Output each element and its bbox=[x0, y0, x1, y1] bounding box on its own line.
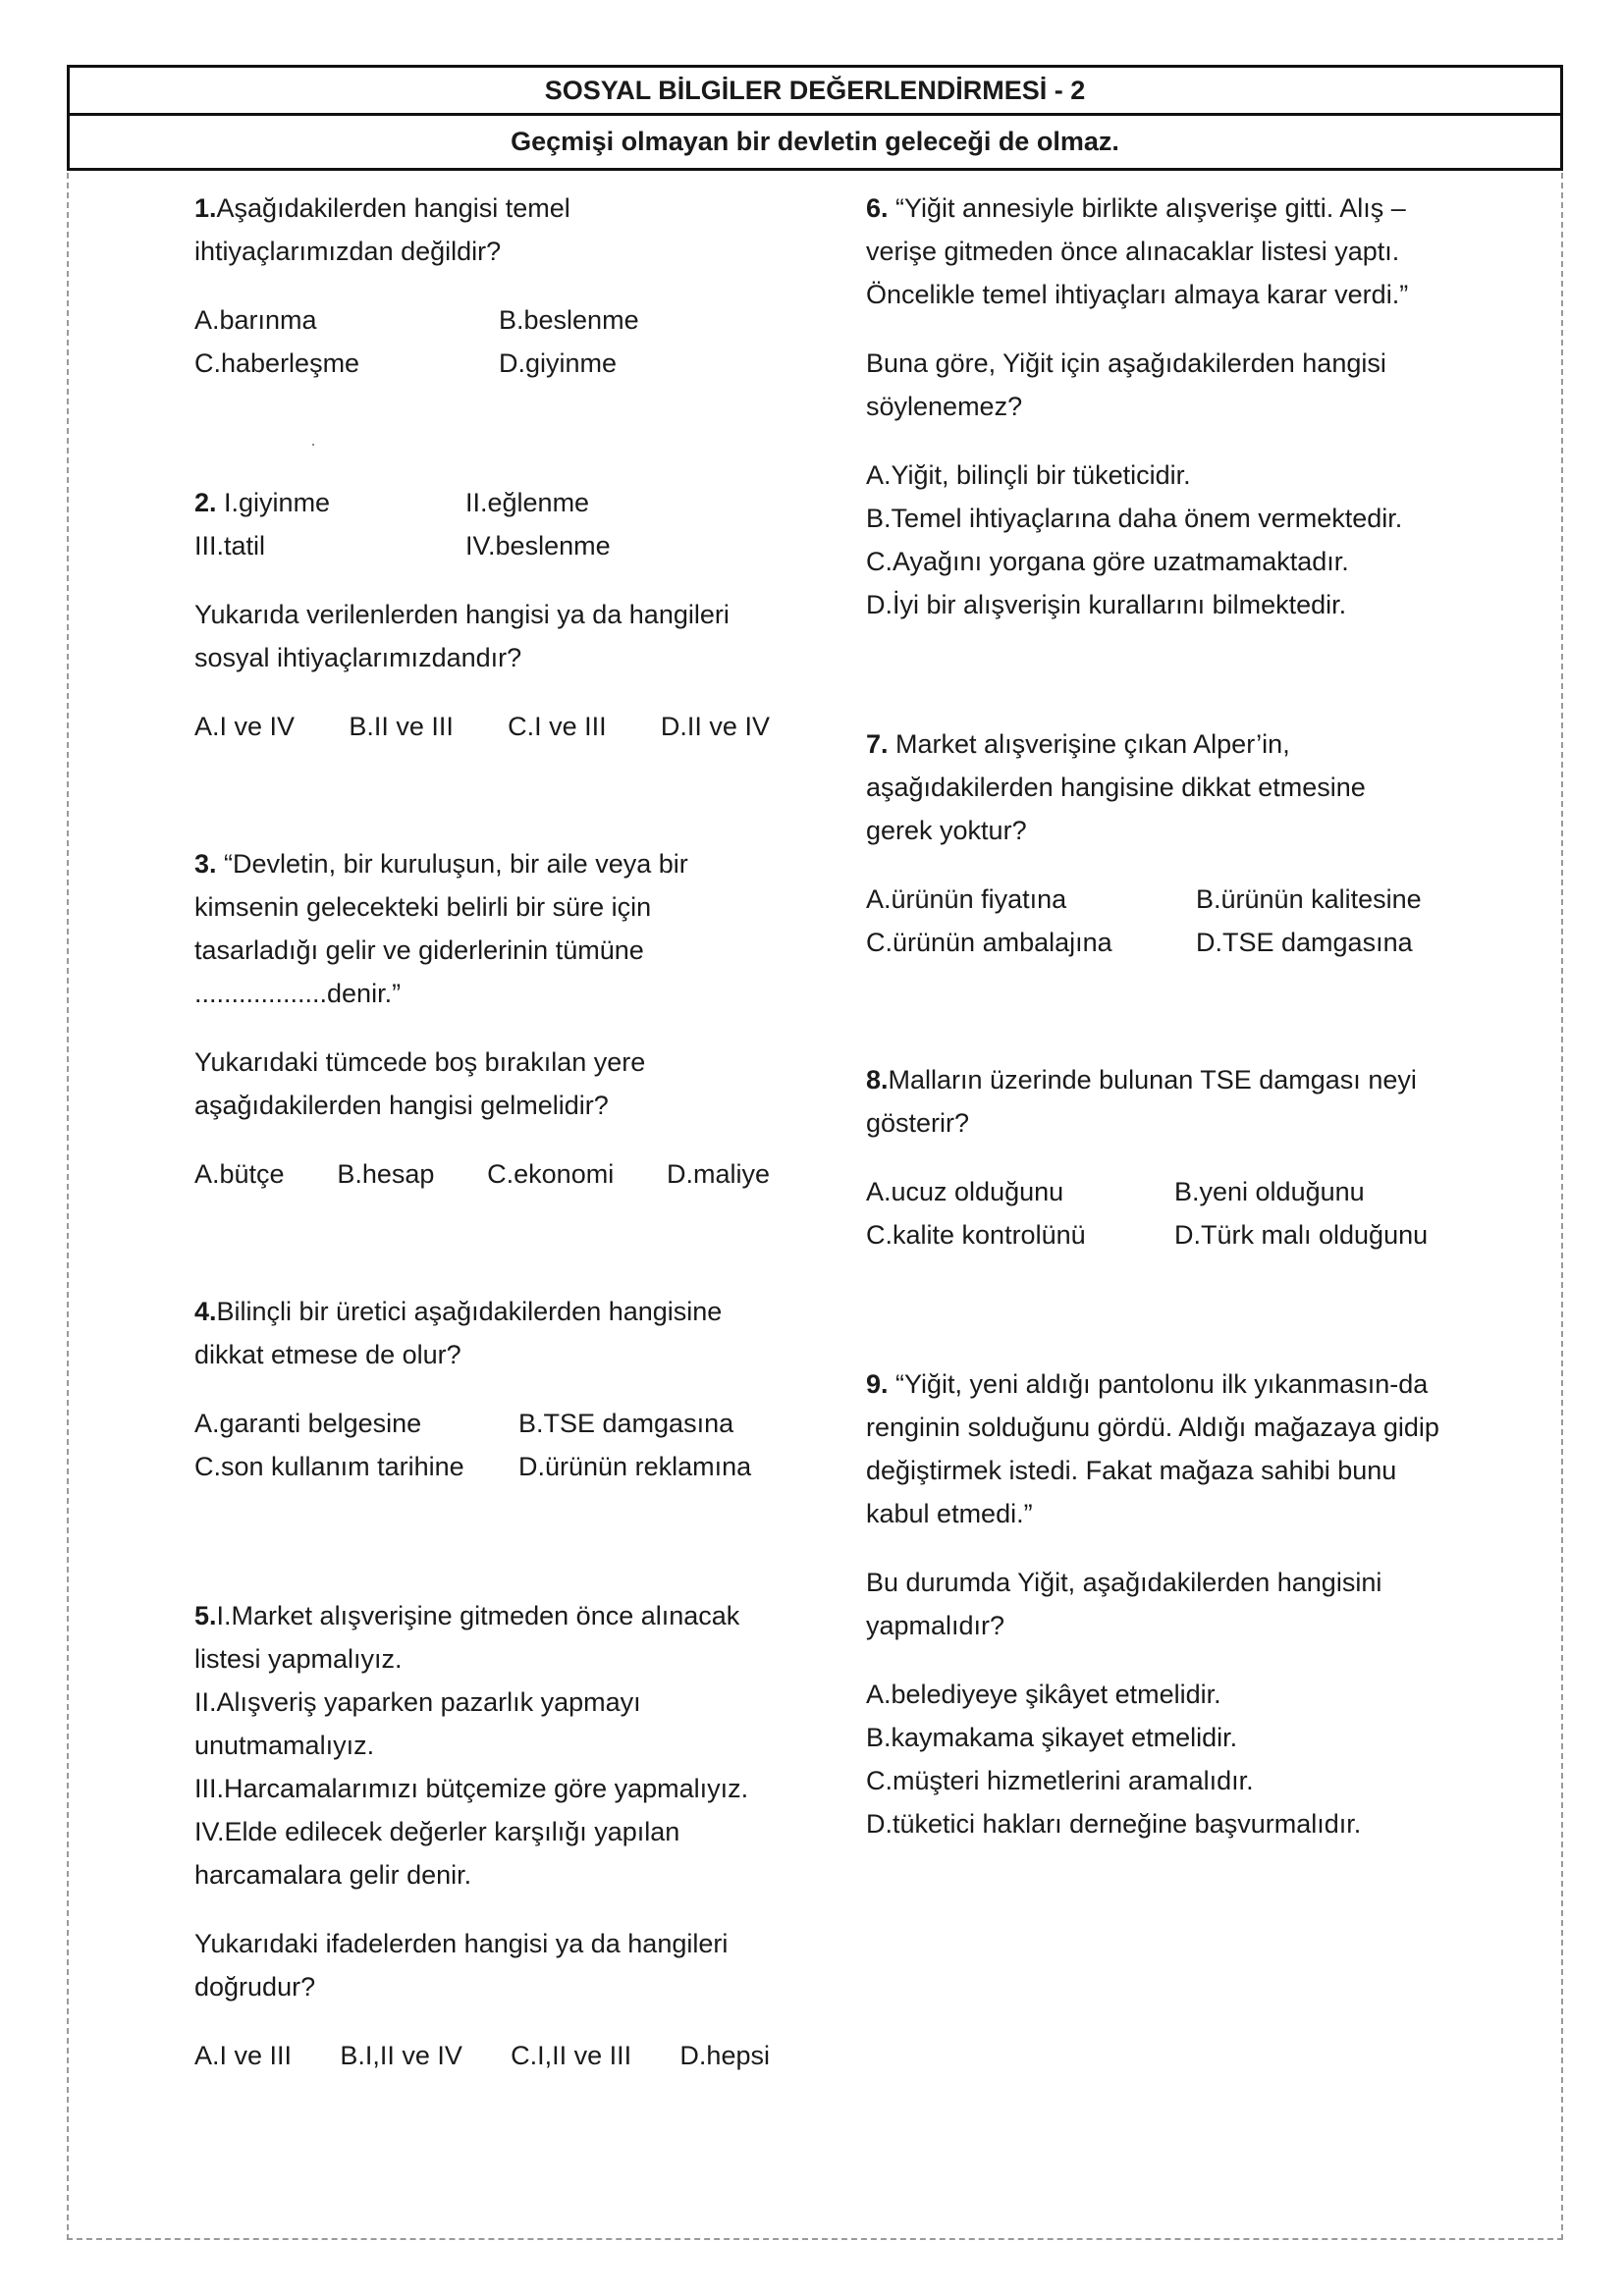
worksheet-motto: Geçmişi olmayan bir devletin geleceği de olmaz. bbox=[67, 116, 1563, 171]
question-stem: Yukarıdaki tümcede boş bırakılan yere aşağıdakilerden hangisi gelmelidir? bbox=[194, 1047, 646, 1120]
question-number: 8. bbox=[866, 1065, 889, 1095]
option-c[interactable]: C.ekonomi bbox=[487, 1159, 615, 1189]
option-b[interactable]: B.I,II ve IV bbox=[340, 2041, 462, 2070]
option-a[interactable]: A.belediyeye şikâyet etmelidir. bbox=[866, 1680, 1221, 1709]
option-b[interactable]: B.ürünün kalitesine bbox=[1196, 884, 1422, 914]
answer-options bbox=[194, 705, 770, 748]
option-c[interactable]: C.müşteri hizmetlerini aramalıdır. bbox=[866, 1766, 1254, 1795]
option-a[interactable]: A.ucuz olduğunu bbox=[866, 1177, 1064, 1206]
option-c[interactable]: C.Ayağını yorgana göre uzatmamaktadır. bbox=[866, 547, 1349, 576]
option-c[interactable]: C.haberleşme bbox=[194, 348, 360, 378]
option-b[interactable]: B.Temel ihtiyaçlarına daha önem vermektedir. bbox=[866, 504, 1403, 533]
answer-options bbox=[194, 2034, 770, 2077]
answer-options bbox=[194, 298, 803, 385]
option-c[interactable]: C.I,II ve III bbox=[511, 2041, 632, 2070]
option-a[interactable]: A.barınma bbox=[194, 305, 317, 335]
option-a[interactable]: A.bütçe bbox=[194, 1159, 285, 1189]
question-text: “Yiğit annesiyle birlikte alışverişe gitti. Alış – verişe gitmeden önce alınacaklar listesi yaptı. Öncelikle temel ihtiyaçları almaya karar verdi.” bbox=[866, 193, 1409, 309]
option-a[interactable]: A.I ve IV bbox=[194, 712, 296, 741]
question-7 bbox=[866, 722, 1422, 964]
question-8 bbox=[866, 1058, 1455, 1256]
option-c[interactable]: C.son kullanım tarihine bbox=[194, 1452, 464, 1481]
item-3: III.tatil bbox=[194, 531, 266, 561]
question-stem: Yukarıdaki ifadelerden hangisi ya da hangileri doğrudur? bbox=[194, 1929, 729, 2002]
answer-options bbox=[194, 1402, 803, 1488]
question-number: 7. bbox=[866, 729, 896, 759]
answer-options bbox=[866, 454, 1455, 626]
option-d[interactable]: D.II ve IV bbox=[660, 712, 770, 741]
question-2 bbox=[194, 481, 803, 748]
question-text: Aşağıdakilerden hangisi temel ihtiyaçlarımızdan değildir? bbox=[194, 193, 570, 266]
option-a[interactable]: A.ürünün fiyatına bbox=[866, 884, 1067, 914]
option-a[interactable]: A.garanti belgesine bbox=[194, 1409, 422, 1438]
item-2: II.eğlenme bbox=[465, 488, 590, 517]
question-number: 5. bbox=[194, 1601, 217, 1630]
option-c[interactable]: C.I ve III bbox=[508, 712, 607, 741]
option-d[interactable]: D.hepsi bbox=[679, 2041, 770, 2070]
option-d[interactable]: D.tüketici hakları derneğine başvurmalıdır. bbox=[866, 1809, 1362, 1839]
option-b[interactable]: B.hesap bbox=[337, 1159, 435, 1189]
question-number: 4. bbox=[194, 1297, 217, 1326]
question-stem: Yukarıda verilenlerden hangisi ya da hangileri sosyal ihtiyaçlarımızdandır? bbox=[194, 600, 730, 672]
option-a[interactable]: A.Yiğit, bilinçli bir tüketicidir. bbox=[866, 460, 1191, 490]
question-stem: Bu durumda Yiğit, aşağıdakilerden hangisini yapmalıdır? bbox=[866, 1568, 1382, 1640]
statement-1: I.Market alışverişine gitmeden önce alınacak listesi yapmalıyız. bbox=[194, 1601, 740, 1674]
option-d[interactable]: D.giyinme bbox=[499, 348, 618, 378]
question-text: “Yiğit, yeni aldığı pantolonu ilk yıkanmasın-da renginin solduğunu gördü. Aldığı mağazaya gidip değiştirmek istedi. Fakat mağaza sahibi bunu kabul etmedi.” bbox=[866, 1369, 1439, 1528]
item-list bbox=[194, 481, 803, 567]
question-number: 2. bbox=[194, 488, 225, 517]
question-4 bbox=[194, 1290, 774, 1488]
option-b[interactable]: B.TSE damgasına bbox=[518, 1409, 734, 1438]
question-3 bbox=[194, 842, 770, 1196]
answer-options bbox=[866, 1170, 1475, 1256]
question-number: 6. bbox=[866, 193, 896, 223]
statement-2: II.Alışveriş yaparken pazarlık yapmayı unutmamalıyız. bbox=[194, 1687, 641, 1760]
question-number: 3. bbox=[194, 849, 225, 879]
question-text: Bilinçli bir üretici aşağıdakilerden hangisine dikkat etmese de olur? bbox=[194, 1297, 723, 1369]
answer-options bbox=[866, 878, 1455, 964]
item-1: I.giyinme bbox=[224, 488, 331, 517]
question-text: Market alışverişine çıkan Alper’in, aşağıdakilerden hangisine dikkat etmesine gerek yoktur? bbox=[866, 729, 1366, 845]
option-a[interactable]: A.I ve III bbox=[194, 2041, 293, 2070]
worksheet-header bbox=[67, 65, 1563, 171]
option-b[interactable]: B.kaymakama şikayet etmelidir. bbox=[866, 1723, 1238, 1752]
option-d[interactable]: D.TSE damgasına bbox=[1196, 928, 1413, 957]
question-stem: Buna göre, Yiğit için aşağıdakilerden hangisi söylenemez? bbox=[866, 348, 1386, 421]
question-1 bbox=[194, 187, 639, 385]
question-text: “Devletin, bir kuruluşun, bir aile veya bir kimsenin gelecekteki belirli bir süre için tasarladığı gelir ve giderlerinin tümüne ..................denir.” bbox=[194, 849, 688, 1008]
question-number: 1. bbox=[194, 193, 217, 223]
answer-options bbox=[194, 1152, 770, 1196]
option-b[interactable]: B.yeni olduğunu bbox=[1174, 1177, 1365, 1206]
answer-options bbox=[866, 1673, 1445, 1845]
statement-4: IV.Elde edilecek değerler karşılığı yapılan harcamalara gelir denir. bbox=[194, 1817, 680, 1890]
question-text: Malların üzerinde bulunan TSE damgası neyi gösterir? bbox=[866, 1065, 1417, 1138]
option-c[interactable]: C.ürünün ambalajına bbox=[866, 928, 1112, 957]
question-9 bbox=[866, 1362, 1445, 1845]
question-6 bbox=[866, 187, 1455, 626]
option-d[interactable]: D.Türk malı olduğunu bbox=[1174, 1220, 1429, 1250]
option-d[interactable]: D.ürünün reklamına bbox=[518, 1452, 752, 1481]
statement-3: III.Harcamalarımızı bütçemize göre yapmalıyız. bbox=[194, 1774, 749, 1803]
question-number: 9. bbox=[866, 1369, 896, 1399]
option-c[interactable]: C.kalite kontrolünü bbox=[866, 1220, 1086, 1250]
option-b[interactable]: B.II ve III bbox=[349, 712, 454, 741]
worksheet-title: SOSYAL BİLGİLER DEĞERLENDİRMESİ - 2 bbox=[67, 65, 1563, 116]
option-d[interactable]: D.İyi bir alışverişin kurallarını bilmektedir. bbox=[866, 590, 1347, 619]
stray-mark bbox=[312, 444, 314, 446]
question-5 bbox=[194, 1594, 784, 2077]
item-4: IV.beslenme bbox=[465, 531, 611, 561]
option-b[interactable]: B.beslenme bbox=[499, 305, 639, 335]
option-d[interactable]: D.maliye bbox=[666, 1159, 770, 1189]
